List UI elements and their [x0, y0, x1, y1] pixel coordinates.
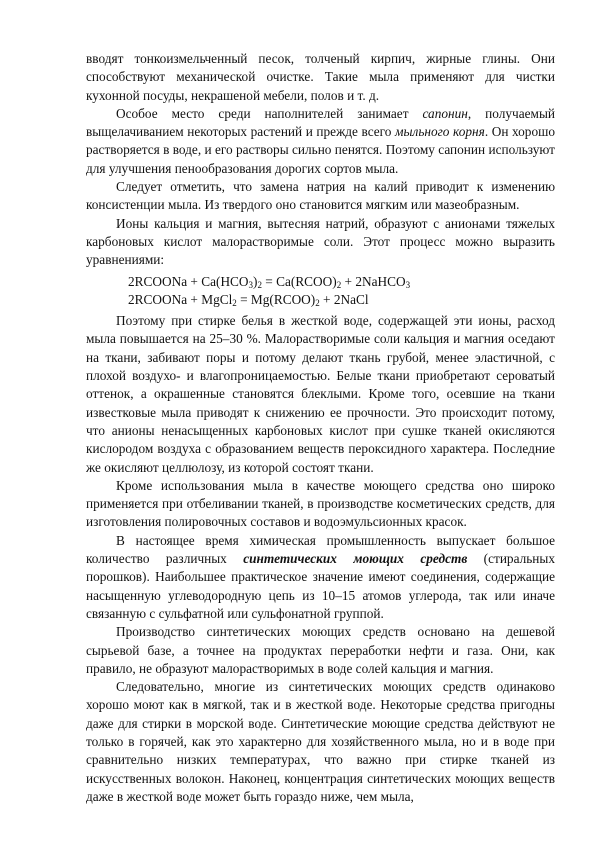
eq-part: )	[253, 273, 258, 289]
paragraph-scouring-soap: вводят тонкоизмельченный песок, толченый кирпич, жирные глины. Они способствуют механической очистке. Такие мыла применяют для чистки кухонной посуды, некрашеной мебели, полов и т. д.	[86, 51, 555, 103]
term-saponin: сапонин	[422, 105, 468, 121]
eq-part: = Mg(RCOO)	[236, 291, 316, 307]
eq-subscript: 2	[257, 279, 262, 290]
eq-subscript: 2	[232, 297, 237, 308]
paragraph-synthetic-detergents	[86, 532, 555, 623]
eq-subscript: 3	[405, 279, 411, 290]
paragraph-potassium: Следует отметить, что замена натрия на калий приводит к изменению консистенции мыла. Из твердого оно становится мягким или мазеобразным.	[86, 179, 555, 213]
text-run: Особое место среди наполнителей занимает	[116, 105, 423, 121]
paragraph-saponin	[86, 105, 555, 178]
document-page	[86, 50, 555, 806]
paragraph-calcium-magnesium: Ионы кальция и магния, вытесняя натрий, образуют с анионами тяжелых карбоновых кислот малорастворимые соли. Этот процесс можно выразить уравнениями:	[86, 215, 555, 268]
eq-subscript: 3	[248, 279, 254, 290]
eq-part: 2RCOONa + Ca(HCO	[128, 273, 249, 289]
equation-magnesium	[128, 291, 555, 309]
eq-subscript: 2	[336, 279, 342, 290]
text-run: . Он хорошо растворяется в воде, и его растворы сильно пенятся. Поэтому сапонин используют для улучшения пенообразования дорогих сортов мыла.	[86, 124, 555, 176]
paragraph-soap-uses: Кроме использования мыла в качестве моющего средства оно широко применяется при отбеливании тканей, в производстве косметических средств, для изготовления полировочных составов и водоэмульсионных красок.	[86, 477, 555, 530]
paragraph-advantages: Следовательно, многие из синтетических моющих средств одинаково хорошо моют как в мягкой, так и в жесткой воде. Некоторые средства пригодны даже для стирки в морской воде. Синтетические моющие средства действуют не только в горячей, как это характерно для хозяйственного мыла, но и в воде при сравнительно низких температурах, что важно при стирке тканей из искусственных волокон. Наконец, концентрация синтетических моющих веществ даже в жесткой воде может быть гораздо ниже, чем мыла,	[86, 679, 555, 804]
eq-part: 2RCOONa + MgCl	[128, 291, 233, 307]
text-run: , получаемый выщелачиванием некоторых растений и прежде всего	[86, 105, 555, 140]
eq-part: + 2NaCl	[319, 291, 369, 307]
term-synthetic-detergents: синтетических моющих средств	[243, 551, 468, 567]
eq-part: + 2NaHCO	[341, 273, 406, 289]
eq-subscript: 2	[315, 297, 320, 308]
text-run: (стиральных порошков). Наибольшее практическое значение имеют соединения, содержащие насыщенную углеводородную цепь из 10–15 атомов углерода, так или иначе связанную с сульфатной или сульфонатной группой.	[86, 551, 555, 621]
text-run: В настоящее время химическая промышленность выпускает большое количество различных	[86, 532, 555, 567]
paragraph-hard-water-washing: Поэтому при стирке белья в жесткой воде, содержащей эти ионы, расход мыла повышается на 25–30 %. Малорастворимые соли кальция и магния оседают на ткани, забивают поры и потому делают ткань грубой, менее эластичной, с плохой воздухо- и влагопроницаемостью. Белые ткани приобретают сероватый оттенок, а окрашенные становятся блеклыми. Кроме того, осевшие на ткани известковые мыла приводят к снижению ее прочности. Это происходит потому, что анионы ненасыщенных карбоновых кислот при сушке тканей окисляются кислородом воздуха с образованием веществ пероксидного характера. Последние же окисляют целлюлозу, из которой состоят ткани.	[86, 313, 555, 475]
term-soap-root: мыльного корня	[395, 124, 485, 140]
eq-part: = Ca(RCOO)	[261, 273, 337, 289]
equation-calcium	[128, 273, 555, 291]
paragraph-production: Производство синтетических моющих средств основано на дешевой сырьевой базе, а точнее на продуктах переработки нефти и газа. Они, как правило, не образуют малорастворимых в воде солей кальция и магния.	[86, 624, 555, 676]
